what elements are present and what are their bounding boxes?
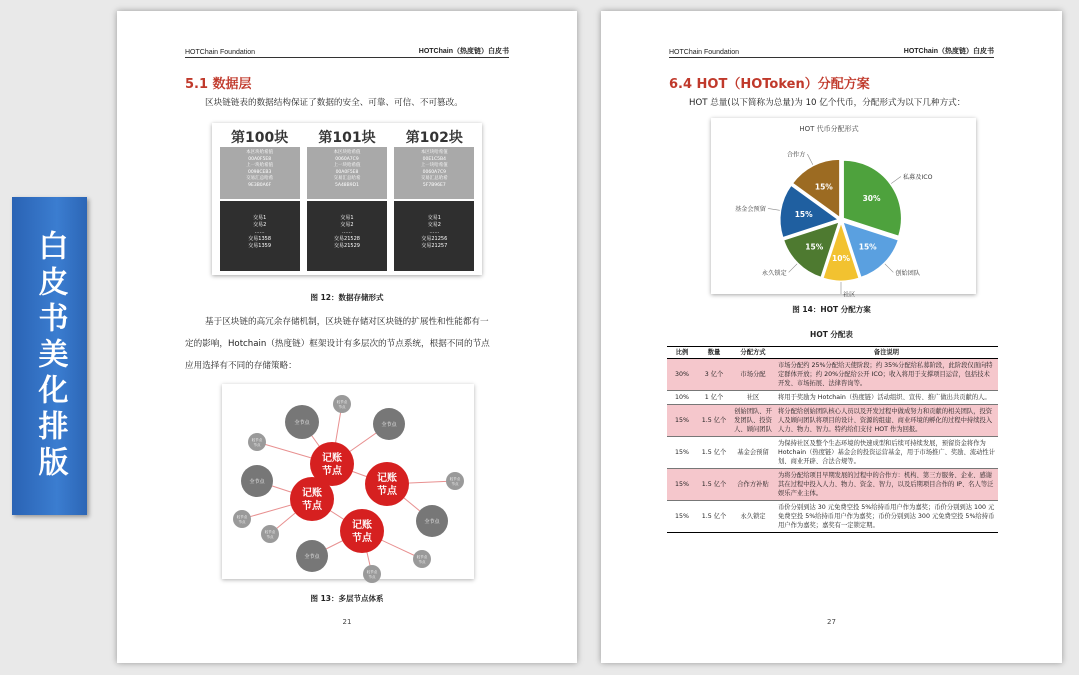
light-node-circle	[233, 510, 251, 528]
accounting-node-label: 节点	[322, 466, 342, 477]
block-line: 本区块哈希值	[333, 150, 361, 155]
cell-pct: 15%	[667, 501, 697, 533]
light-node-label: 轻节点	[251, 438, 263, 442]
header-note: 备注说明	[775, 347, 998, 359]
pie-leader-line	[789, 264, 797, 272]
block-line: 交易2	[340, 222, 354, 228]
cell-pct: 15%	[667, 437, 697, 469]
node-diagram-svg	[222, 384, 474, 579]
page-number: 21	[342, 618, 352, 626]
pie-value-label: 30%	[862, 193, 881, 203]
header-method: 分配方式	[731, 347, 775, 359]
block-line: 5A48B9D1	[335, 182, 359, 188]
block-line: 上一块哈希值	[333, 163, 361, 168]
block-title: 第102块	[405, 130, 463, 146]
block-line: 00E1C5B4	[422, 156, 446, 162]
light-node-label: 轻节点	[366, 570, 378, 574]
pie-leader-line	[768, 208, 780, 210]
block-line: 交易1358	[248, 236, 272, 242]
allocation-table	[667, 346, 998, 533]
block-line: 交易1	[253, 215, 267, 221]
light-node-circle	[446, 472, 464, 490]
block-line: 交易1359	[248, 243, 272, 249]
body-line-1: 基于区块链的高冗余存储机制，区块链存储对区块链的扩展性和性能都有一	[205, 317, 489, 327]
pie-value-label: 10%	[832, 253, 850, 263]
light-node-label: 节点	[253, 443, 261, 447]
cell-method: 社区	[731, 391, 775, 405]
left-page	[117, 11, 577, 663]
block-line: 交易1	[427, 215, 441, 221]
light-node-label: 轻节点	[264, 530, 276, 534]
table-title: HOT 分配表	[810, 330, 853, 339]
cell-pct: 15%	[667, 469, 697, 501]
pie-value-label: 15%	[805, 242, 824, 252]
block-line: 交易21529	[334, 243, 360, 249]
block-header-area	[394, 147, 474, 199]
block-line: 交易2	[253, 222, 267, 228]
accounting-node-circle	[290, 477, 334, 521]
table-row	[667, 359, 998, 391]
cell-note: 币价分别到达 30 元免费空投 5%给持币用户作为嘉奖；币价分别到达 100 元免费空投 5%给持币用户作为嘉奖；币价分别到达 300 元免费空投 5%给持币用户作为嘉奖；嘉奖有一定锁定期。	[775, 501, 998, 533]
cell-method: 创始团队、开发团队、投资人、顾问团队	[731, 405, 775, 437]
block-line: 上一块哈希值	[246, 163, 274, 168]
block-101	[307, 127, 387, 271]
cell-qty: 1.5 亿个	[697, 469, 731, 501]
pie-value-label: 15%	[794, 210, 813, 220]
cell-note: 市场分配约 25%分配给天使阶段；约 35%分配给私募阶段，此阶段仅面向特定群体开放；约 20%分配给公开 ICO；收入将用于支撑项目运营，包括技术开发、市场拓展、法律咨询等。	[775, 359, 998, 391]
accounting-node-label: 节点	[377, 486, 397, 497]
intro-paragraph: HOT 总量(以下简称为总量)为 10 亿个代币，分配形式为以下几种方式：	[689, 98, 966, 108]
cell-note: 将分配给创始团队核心人员以及开发过程中做成努力和贡献的相关团队，投资人及顾问团队将项目的设计、资源的组建、商业环境的孵化的过程中持续投入人力、物力、智力。特约给们支付 HOT 作为回报。	[775, 405, 998, 437]
light-node-label: 节点	[266, 535, 274, 539]
intro-paragraph: 区块链链表的数据结构保证了数据的安全、可靠、可信、不可篡改。	[205, 98, 463, 108]
cell-method: 永久锁定	[731, 501, 775, 533]
pie-chart-title: HOT 代币分配形式	[799, 125, 859, 133]
table-row	[667, 437, 998, 469]
light-node-circle	[333, 395, 351, 413]
table-row	[667, 405, 998, 437]
accounting-node-label: 节点	[352, 533, 372, 544]
pie-chart-svg	[711, 118, 976, 299]
pie-category-label: 私募及ICO	[902, 174, 933, 182]
block-title: 第100块	[231, 130, 289, 146]
page-number: 27	[827, 618, 836, 626]
header-left-text: HOTChain Foundation	[185, 49, 256, 56]
block-line: 9E3B0A6F	[248, 182, 272, 188]
banner-text: 白皮书美化排版	[32, 230, 68, 482]
full-node-label: 全节点	[381, 422, 397, 428]
block-line: ……	[429, 229, 440, 235]
block-line: 本区块哈希值	[420, 150, 448, 155]
light-node-label: 轻节点	[236, 515, 248, 519]
block-line: 0098CEB3	[247, 169, 272, 175]
accounting-node-label: 记账	[322, 453, 342, 464]
light-node-label: 轻节点	[449, 477, 461, 481]
block-line: 00A0F5E8	[335, 169, 359, 175]
block-line: ……	[254, 229, 265, 235]
light-node-label: 节点	[368, 575, 376, 579]
pie-value-label: 15%	[814, 182, 833, 192]
body-line-3: 应用选择有不同的存储策略：	[185, 361, 297, 371]
section-title-6-4: 6.4 HOT（HOToken）分配方案	[669, 77, 870, 92]
pie-category-label: 社区	[843, 291, 856, 299]
block-transactions-area	[307, 201, 387, 271]
cell-qty: 1.5 亿个	[697, 437, 731, 469]
block-line: 00A0F5E8	[248, 156, 272, 162]
cell-pct: 15%	[667, 405, 697, 437]
section-title-5-1: 5.1 数据层	[185, 77, 252, 92]
light-node-label: 节点	[338, 405, 346, 409]
right-page-header	[669, 46, 994, 58]
block-line: 交易2	[427, 222, 441, 228]
header-pct: 比例	[667, 347, 697, 359]
cell-method: 基金会预留	[731, 437, 775, 469]
left-page-header	[185, 46, 509, 58]
cell-qty: 3 亿个	[697, 359, 731, 391]
pie-leader-line	[807, 154, 812, 165]
cell-qty: 1.5 亿个	[697, 501, 731, 533]
block-100	[220, 127, 300, 271]
full-node-label: 全节点	[304, 554, 320, 560]
figure-13-caption: 图 13：多层节点体系	[310, 594, 384, 603]
block-line: ……	[341, 229, 352, 235]
block-diagram	[212, 123, 482, 275]
block-line: 0060A7C9	[335, 156, 359, 162]
figure-12-caption: 图 12：数据存储形式	[310, 293, 384, 302]
light-node-label: 轻节点	[416, 555, 428, 559]
light-node-label: 节点	[238, 520, 246, 524]
table-header-row	[667, 347, 998, 359]
block-line: 交易21256	[421, 236, 448, 242]
body-line-2: 定的影响，Hotchain（热度链）框架设计有多层次的节点系统，根据不同的节点	[185, 339, 490, 349]
light-node-circle	[363, 565, 381, 583]
light-node-circle	[261, 525, 279, 543]
cell-note: 为将分配给项目早期发展的过程中的合作方：机构、第三方服务、企业、感谢其在过程中投入人力、物力、资金、智力，以及后期项目合作的 IP、名人等泛娱乐产业主体。	[775, 469, 998, 501]
accounting-node-label: 记账	[352, 520, 372, 531]
cell-pct: 10%	[667, 391, 697, 405]
pie-chart-box	[711, 118, 976, 299]
light-node-circle	[413, 550, 431, 568]
block-line: 5F7B96E7	[422, 182, 446, 188]
table-row	[667, 469, 998, 501]
cell-method: 市场分配	[731, 359, 775, 391]
pie-leader-line	[885, 264, 893, 272]
right-page	[601, 11, 1062, 663]
light-node-circle	[248, 433, 266, 451]
block-line: 交易1	[340, 215, 354, 221]
block-transactions-area	[220, 201, 300, 271]
block-102	[394, 127, 474, 271]
block-line: 交易21257	[421, 243, 448, 249]
side-banner	[12, 197, 87, 515]
accounting-node-circle	[340, 509, 384, 553]
block-line: 上一块哈希值	[420, 163, 448, 168]
pie-value-label: 15%	[858, 242, 877, 252]
pie-category-label: 永久锁定	[761, 269, 787, 277]
header-qty: 数量	[697, 347, 731, 359]
light-node-label: 节点	[418, 560, 426, 564]
block-header-area	[307, 147, 387, 199]
block-line: 本区块哈希值	[246, 150, 274, 155]
block-line: 交易汇总哈希	[420, 176, 448, 181]
cell-note: 为保持社区及整个生态环境的快速成型和后续可持续发展，预留资金将作为 Hotchain（热度链）基金会的投资运营基金，用于市场推广、奖励、流动性计划、商业开辟、合法合规等。	[775, 437, 998, 469]
cell-qty: 1.5 亿个	[697, 405, 731, 437]
block-header-area	[220, 147, 300, 199]
header-right-text: HOTChain（热度链）白皮书	[903, 48, 994, 55]
cell-note: 将用于奖励为 Hotchain（热度链）活动组织、宣传、推广做出共贡献的人。	[775, 391, 998, 405]
accounting-node-label: 节点	[302, 501, 322, 512]
accounting-node-circle	[365, 462, 409, 506]
block-line: 交易21528	[334, 236, 360, 242]
cell-qty: 1 亿个	[697, 391, 731, 405]
header-left-text: HOTChain Foundation	[669, 49, 740, 56]
light-node-label: 轻节点	[336, 400, 348, 404]
block-transactions-area	[394, 201, 474, 271]
block-title: 第101块	[318, 130, 376, 146]
accounting-node-label: 记账	[377, 473, 397, 484]
header-right-text: HOTChain（热度链）白皮书	[418, 48, 509, 55]
figure-14-caption: 图 14：HOT 分配方案	[792, 305, 871, 314]
cell-pct: 30%	[667, 359, 697, 391]
block-line: 交易汇总哈希	[333, 176, 361, 181]
node-hierarchy-diagram	[222, 384, 474, 579]
pie-leader-line	[891, 177, 901, 184]
full-node-label: 全节点	[294, 420, 310, 426]
pie-category-label: 创始团队	[895, 269, 921, 277]
pie-category-label: 基金会预留	[734, 205, 766, 213]
full-node-label: 全节点	[424, 519, 440, 525]
table-row	[667, 391, 998, 405]
block-line: 0060A7C9	[422, 169, 447, 175]
pie-category-label: 合作方	[786, 151, 806, 159]
full-node-label: 全节点	[249, 479, 265, 485]
light-node-label: 节点	[451, 482, 459, 486]
accounting-node-label: 记账	[302, 488, 322, 499]
block-line: 交易汇总哈希	[246, 176, 274, 181]
cell-method: 合作方补贴	[731, 469, 775, 501]
table-row	[667, 501, 998, 533]
